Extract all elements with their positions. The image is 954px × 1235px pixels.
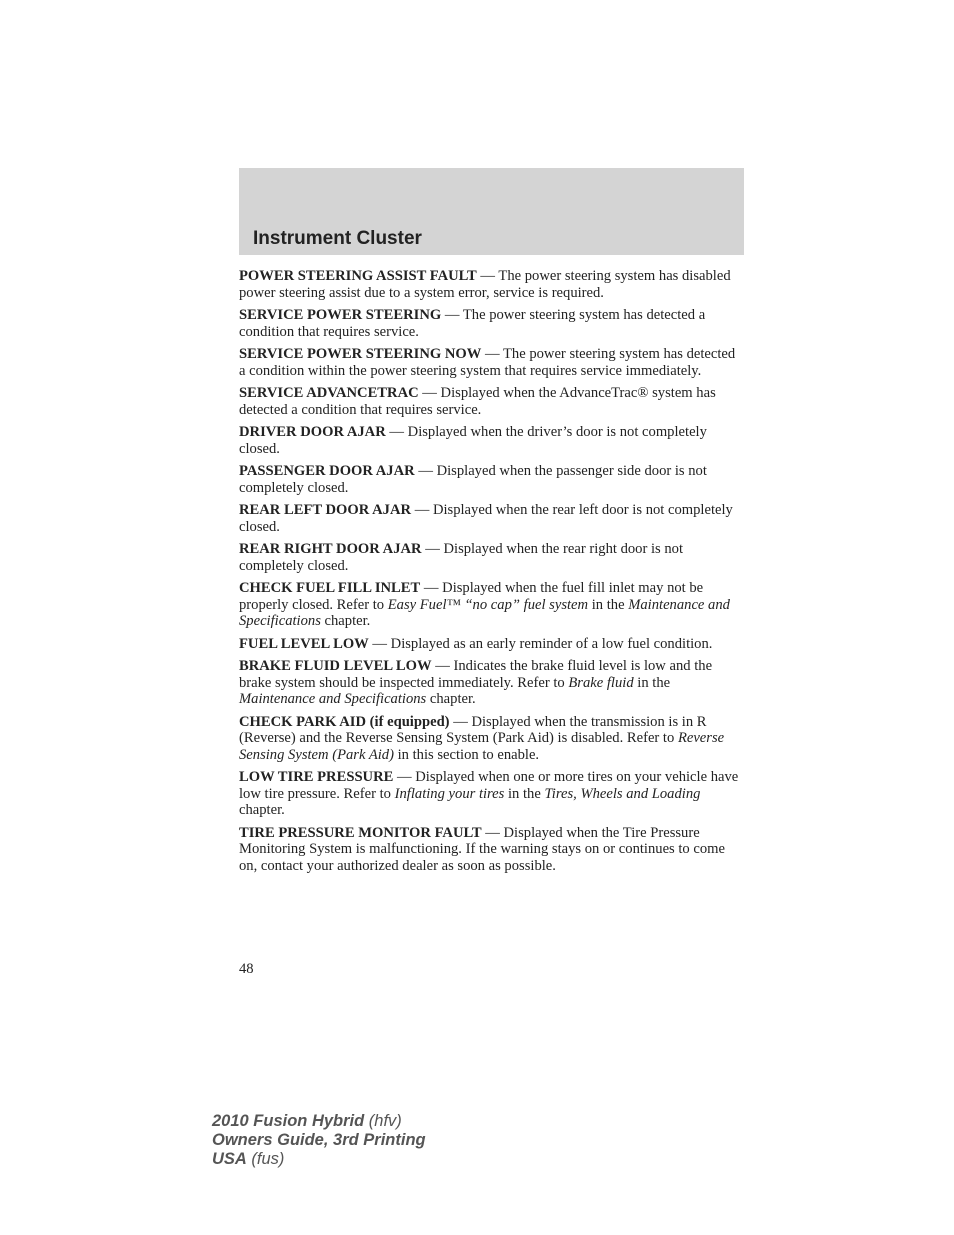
message-term: REAR LEFT DOOR AJAR: [239, 502, 412, 518]
message-term: PASSENGER DOOR AJAR: [239, 463, 415, 479]
message-description: — Displayed when the driver’s door is not completely closed.: [239, 424, 707, 457]
message-term: DRIVER DOOR AJAR: [239, 424, 386, 440]
list-item: [239, 463, 744, 496]
message-term: BRAKE FLUID LEVEL LOW: [239, 658, 432, 674]
message-description: — Displayed when the Tire Pressure Monitoring System is malfunctioning. If the warning stays on or continues to come on, contact your authorized dealer as soon as possible.: [239, 824, 725, 874]
document-footer: [212, 1112, 426, 1169]
footer-line-region: USA (fus): [212, 1150, 285, 1168]
footer-line-guide: Owners Guide, 3rd Printing: [212, 1131, 426, 1149]
message-description: — Displayed when the rear left door is not completely closed.: [239, 502, 733, 535]
list-item: [239, 636, 744, 653]
message-description: — The power steering system has detected a condition within the power steering system that requires service immediately.: [239, 346, 736, 379]
message-term: TIRE PRESSURE MONITOR FAULT: [239, 824, 482, 841]
message-description-end: in this section to enable.: [393, 746, 540, 763]
message-term: FUEL LEVEL LOW: [239, 635, 369, 652]
message-description: — Displayed when the AdvanceTrac® system has detected a condition that requires service.: [239, 385, 716, 418]
message-term: CHECK PARK AID (if equipped): [239, 713, 450, 730]
message-description: — Displayed as an early reminder of a low fuel condition.: [368, 635, 713, 652]
cross-reference: Easy Fuel™ “no cap” fuel system: [387, 596, 589, 613]
list-item: [239, 541, 744, 574]
list-item: [239, 385, 744, 418]
message-term: SERVICE POWER STEERING NOW: [239, 346, 482, 362]
list-item: [239, 346, 744, 379]
list-item: [239, 424, 744, 457]
message-description: — Indicates the brake fluid level is low and the brake system should be inspected immediately. Refer to: [239, 658, 713, 691]
message-description: — Displayed when one or more tires on your vehicle have low tire pressure. Refer to: [239, 769, 739, 802]
message-description-cont: in the: [588, 596, 629, 613]
message-description: — Displayed when the rear right door is not completely closed.: [239, 541, 684, 574]
message-description: — Displayed when the passenger side door is not completely closed.: [239, 463, 707, 496]
message-description-cont: in the: [504, 785, 545, 802]
list-item: [239, 268, 744, 301]
message-description: — Displayed when the transmission is in R (Reverse) and the Reverse Sensing System (Park Aid) is disabled. Refer to: [239, 713, 707, 746]
message-description-end: chapter.: [320, 613, 371, 629]
message-term: REAR RIGHT DOOR AJAR: [239, 541, 422, 557]
section-header-band: [239, 168, 744, 255]
message-term: CHECK FUEL FILL INLET: [239, 580, 421, 596]
cross-reference: Reverse Sensing System (Park Aid): [239, 730, 725, 763]
warning-messages-list: [239, 268, 744, 880]
message-term: SERVICE ADVANCETRAC: [239, 385, 419, 401]
message-term: POWER STEERING ASSIST FAULT: [239, 268, 477, 284]
chapter-reference: Maintenance and Specifications: [239, 691, 427, 707]
list-item: [239, 658, 744, 708]
footer-line-model: 2010 Fusion Hybrid (hfv): [212, 1112, 402, 1130]
list-item: [239, 769, 744, 819]
message-term: SERVICE POWER STEERING: [239, 307, 442, 323]
message-description-end: chapter.: [426, 691, 476, 707]
list-item: [239, 580, 744, 630]
message-description-cont: in the: [633, 674, 671, 691]
chapter-reference: Tires, Wheels and Loading: [544, 785, 701, 802]
message-description: — The power steering system has disabled power steering assist due to a system error, service is required.: [239, 268, 731, 301]
list-item: [239, 502, 744, 535]
list-item: [239, 714, 744, 764]
list-item: [239, 307, 744, 340]
cross-reference: Brake fluid: [568, 674, 634, 691]
page-number: 48: [239, 961, 254, 977]
cross-reference: Inflating your tires: [394, 785, 505, 802]
message-description-end: chapter.: [239, 802, 285, 818]
section-title: Instrument Cluster: [253, 228, 422, 249]
list-item: [239, 825, 744, 875]
message-description: — Displayed when the fuel fill inlet may not be properly closed. Refer to: [239, 580, 704, 613]
message-term: LOW TIRE PRESSURE: [239, 769, 394, 785]
chapter-reference: Maintenance and Specifications: [239, 596, 730, 629]
message-description: — The power steering system has detected a condition that requires service.: [239, 307, 706, 340]
